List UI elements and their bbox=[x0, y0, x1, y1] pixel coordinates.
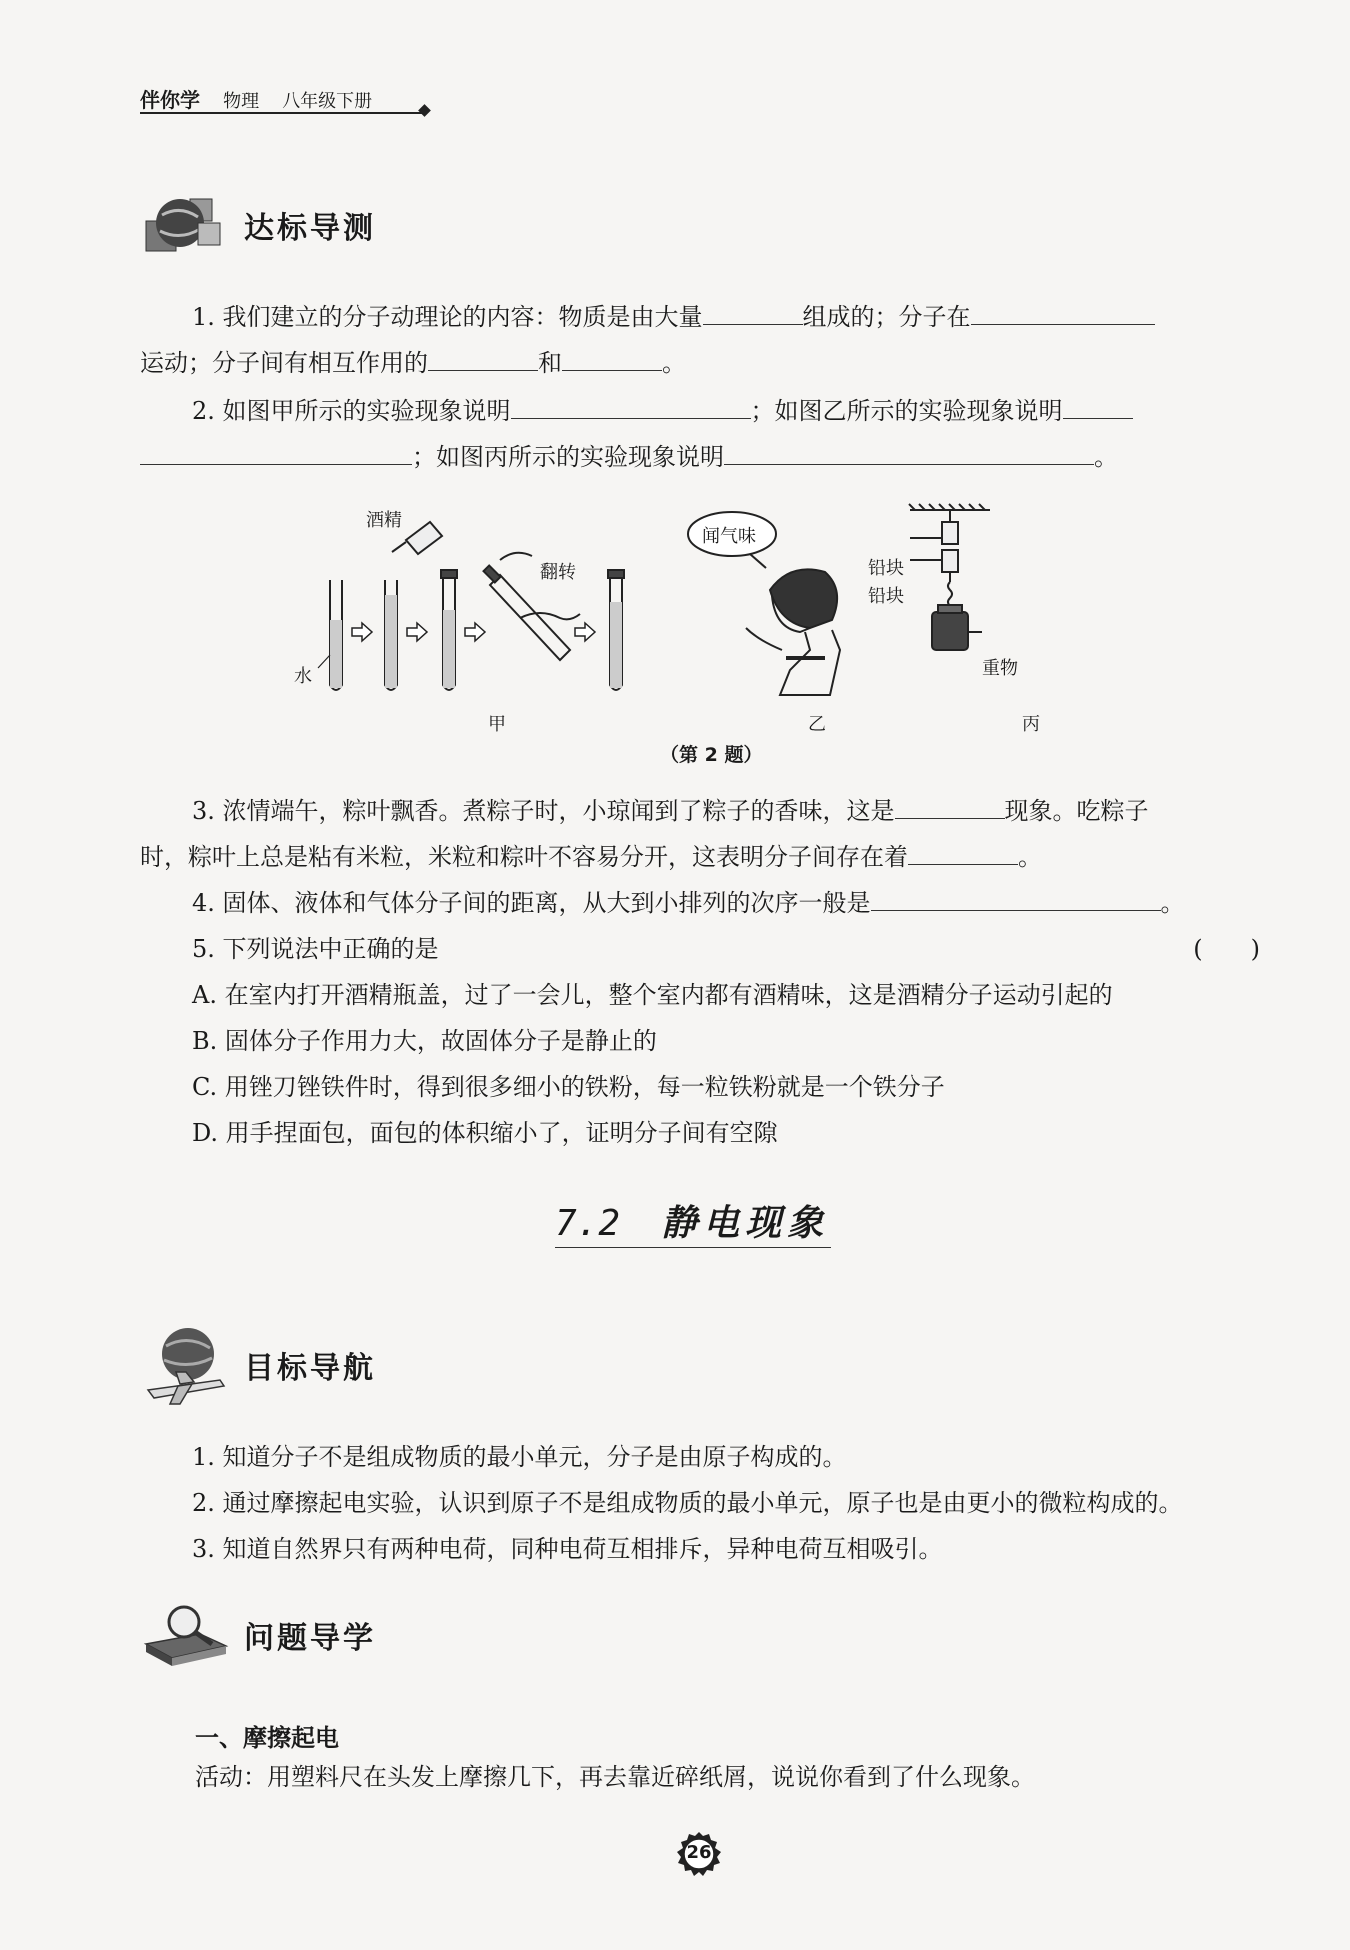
q5-option-c[interactable]: C. 用锉刀锉铁件时，得到很多细小的铁粉，每一粒铁粉就是一个铁分子 bbox=[192, 1073, 945, 1101]
question-2 bbox=[140, 388, 1260, 480]
q3-blank-1[interactable] bbox=[895, 792, 1005, 819]
running-header bbox=[140, 84, 430, 124]
panel-label-bing: 丙 bbox=[1022, 714, 1040, 735]
label-lead-1: 铅块 bbox=[868, 558, 904, 579]
label-flip: 翻转 bbox=[540, 562, 576, 583]
q2-text-a: 2. 如图甲所示的实验现象说明 bbox=[192, 397, 511, 425]
section-title-inquiry: 问题导学 bbox=[244, 1621, 376, 1656]
q2-text-b: ；如图乙所示的实验现象说明 bbox=[750, 397, 1063, 425]
book-brand: 伴你学 bbox=[140, 88, 200, 112]
q2-text-d: 。 bbox=[1094, 443, 1118, 471]
goal-item-1: 1. 知道分子不是组成物质的最小单元，分子是由原子构成的。 bbox=[192, 1443, 847, 1471]
chapter-title bbox=[555, 1195, 835, 1255]
q2-text-c: ；如图丙所示的实验现象说明 bbox=[412, 443, 724, 471]
q1-text-b: 组成的；分子在 bbox=[802, 303, 971, 331]
q5-option-b[interactable]: B. 固体分子作用力大，故固体分子是静止的 bbox=[192, 1027, 657, 1055]
page-number-badge bbox=[675, 1830, 723, 1878]
goals-list bbox=[140, 1434, 1260, 1572]
chapter-underline bbox=[555, 1247, 831, 1248]
q1-blank-1[interactable] bbox=[703, 298, 803, 325]
section-title-test: 达标导测 bbox=[244, 211, 376, 246]
q1-blank-2[interactable] bbox=[971, 298, 1155, 325]
label-water: 水 bbox=[294, 666, 312, 687]
header-subject: 物理 bbox=[223, 91, 260, 112]
activity-paragraph: 活动：用塑料尺在头发上摩擦几下，再去靠近碎纸屑，说说你看到了什么现象。 bbox=[195, 1763, 1035, 1791]
q2-blank-2[interactable] bbox=[1063, 392, 1133, 419]
q1-blank-4[interactable] bbox=[562, 344, 662, 371]
figure-question-2 bbox=[270, 500, 1090, 770]
question-1 bbox=[140, 294, 1260, 386]
q4-blank-1[interactable] bbox=[871, 884, 1161, 911]
section-heading-inquiry bbox=[140, 1600, 376, 1670]
subsection-heading: 一、摩擦起电 bbox=[195, 1724, 339, 1752]
label-weight: 重物 bbox=[982, 658, 1018, 679]
q3-text-a: 3. 浓情端午，粽叶飘香。煮粽子时，小琼闻到了粽子的香味，这是 bbox=[192, 797, 895, 825]
q1-text-d: 和 bbox=[538, 349, 562, 377]
figure-caption: （第 2 题） bbox=[660, 744, 763, 766]
goal-item-2: 2. 通过摩擦起电实验，认识到原子不是组成物质的最小单元，原子也是由更小的微粒构成的。 bbox=[192, 1489, 1183, 1517]
globe-airplane-icon bbox=[140, 1320, 230, 1410]
q5-stem: 5. 下列说法中正确的是 bbox=[192, 935, 439, 963]
q5-option-d[interactable]: D. 用手捏面包，面包的体积缩小了，证明分子间有空隙 bbox=[192, 1119, 778, 1147]
page-number: 26 bbox=[686, 1842, 712, 1863]
q3-text-d: 。 bbox=[1018, 843, 1042, 871]
question-3 bbox=[140, 788, 1260, 880]
header-rule bbox=[140, 112, 422, 114]
q1-text-a: 1. 我们建立的分子动理论的内容：物质是由大量 bbox=[192, 303, 703, 331]
magnifier-book-icon bbox=[140, 1600, 230, 1670]
panel-label-jia: 甲 bbox=[488, 714, 506, 735]
q1-text-e: 。 bbox=[662, 349, 686, 377]
goal-item-3: 3. 知道自然界只有两种电荷，同种电荷互相排斥，异种电荷互相吸引。 bbox=[192, 1535, 943, 1563]
experiment-illustration bbox=[270, 500, 1090, 735]
q1-text-c: 运动；分子间有相互作用的 bbox=[140, 349, 428, 377]
panel-label-yi: 乙 bbox=[808, 714, 826, 735]
q3-blank-2[interactable] bbox=[908, 838, 1018, 865]
label-smell: 闻气味 bbox=[702, 526, 756, 547]
question-5 bbox=[140, 926, 1260, 1156]
chapter-name: 静电现象 bbox=[661, 1202, 830, 1244]
q1-blank-3[interactable] bbox=[428, 344, 538, 371]
q2-blank-1[interactable] bbox=[511, 392, 751, 419]
q5-answer-bracket[interactable]: ( ) bbox=[1193, 935, 1260, 963]
header-diamond-icon bbox=[418, 104, 431, 117]
q3-text-c: 时，粽叶上总是粘有米粒，米粒和粽叶不容易分开，这表明分子间存在着 bbox=[140, 843, 908, 871]
header-grade: 八年级下册 bbox=[282, 91, 373, 112]
label-alcohol: 酒精 bbox=[366, 510, 402, 531]
q5-option-a[interactable]: A. 在室内打开酒精瓶盖，过了一会儿，整个室内都有酒精味，这是酒精分子运动引起的 bbox=[192, 981, 1113, 1009]
label-lead-2: 铅块 bbox=[868, 586, 904, 607]
q2-blank-3[interactable] bbox=[724, 438, 1094, 465]
question-4 bbox=[140, 880, 1260, 926]
q4-text-a: 4. 固体、液体和气体分子间的距离，从大到小排列的次序一般是 bbox=[192, 889, 871, 917]
q4-text-b: 。 bbox=[1160, 889, 1185, 917]
activity-text bbox=[195, 1754, 1260, 1800]
q3-text-b: 现象。吃粽子 bbox=[1004, 797, 1149, 825]
section-title-goals: 目标导航 bbox=[244, 1351, 376, 1386]
cube-globe-icon bbox=[140, 185, 230, 265]
section-heading-goals bbox=[140, 1320, 376, 1410]
q2-blank-2-cont[interactable] bbox=[140, 438, 412, 465]
chapter-number: 7.2 bbox=[555, 1203, 621, 1244]
section-heading-test bbox=[140, 185, 376, 265]
